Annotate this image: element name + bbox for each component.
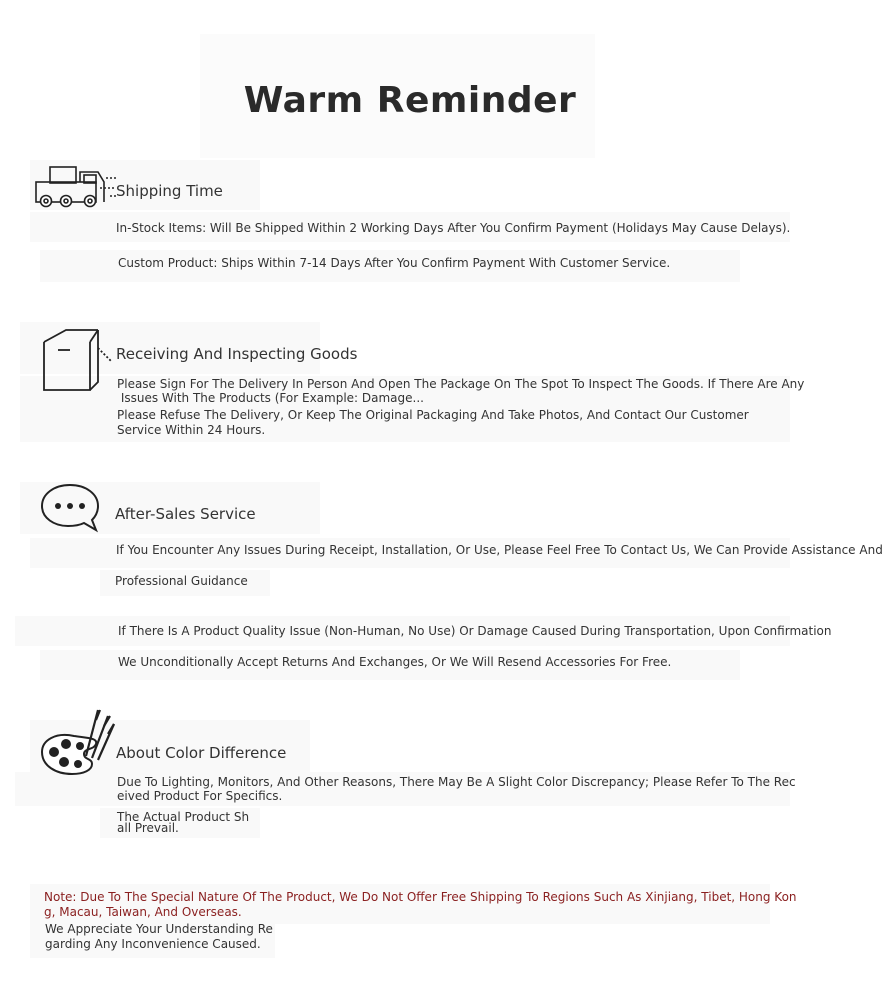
page-title: Warm Reminder <box>243 80 577 121</box>
receiving-line: Service Within 24 Hours. <box>117 423 266 437</box>
section-title-shipping: Shipping Time <box>116 182 223 200</box>
receiving-line: Please Sign For The Delivery In Person And Open The Package On The Spot To Inspect The Goods. If There Are Any <box>117 377 805 391</box>
box-icon <box>40 328 114 394</box>
note-line: Note: Due To The Special Nature Of The Product, We Do Not Offer Free Shipping To Regions Such As Xinjiang, Tibet, Hong Kon <box>44 890 797 904</box>
section-title-receiving: Receiving And Inspecting Goods <box>116 345 358 363</box>
note-line: g, Macau, Taiwan, And Overseas. <box>44 905 242 919</box>
after-sales-line: Professional Guidance <box>115 574 248 588</box>
after-sales-line: We Unconditionally Accept Returns And Exchanges, Or We Will Resend Accessories For Free. <box>118 655 672 669</box>
section-title-after-sales: After-Sales Service <box>115 505 256 523</box>
color-diff-line: Due To Lighting, Monitors, And Other Reasons, There May Be A Slight Color Discrepancy; Please Refer To The Rec <box>117 775 796 789</box>
truck-icon <box>34 164 120 210</box>
palette-icon <box>40 706 116 778</box>
receiving-line: Issues With The Products (For Example: Damage... <box>117 391 424 405</box>
receiving-line: Please Refuse The Delivery, Or Keep The Original Packaging And Take Photos, And Contact Our Customer <box>117 408 749 422</box>
after-sales-line: If There Is A Product Quality Issue (Non-Human, No Use) Or Damage Caused During Transportation, Upon Confirmation <box>118 624 832 638</box>
section-title-color-difference: About Color Difference <box>116 744 287 762</box>
shipping-line: Custom Product: Ships Within 7-14 Days After You Confirm Payment With Customer Service. <box>118 256 671 270</box>
shipping-line: In-Stock Items: Will Be Shipped Within 2 Working Days After You Confirm Payment (Holidays May Cause Delays). <box>116 221 791 235</box>
color-diff-line: all Prevail. <box>117 821 179 835</box>
color-diff-line: The Actual Product Sh <box>117 810 250 824</box>
color-diff-line: eived Product For Specifics. <box>117 789 283 803</box>
thanks-line: garding Any Inconvenience Caused. <box>45 937 261 951</box>
chat-bubble-icon <box>40 482 102 534</box>
thanks-line: We Appreciate Your Understanding Re <box>45 922 273 936</box>
after-sales-line: If You Encounter Any Issues During Receipt, Installation, Or Use, Please Feel Free To Contact Us, We Can Provide Assistance And <box>116 543 883 557</box>
